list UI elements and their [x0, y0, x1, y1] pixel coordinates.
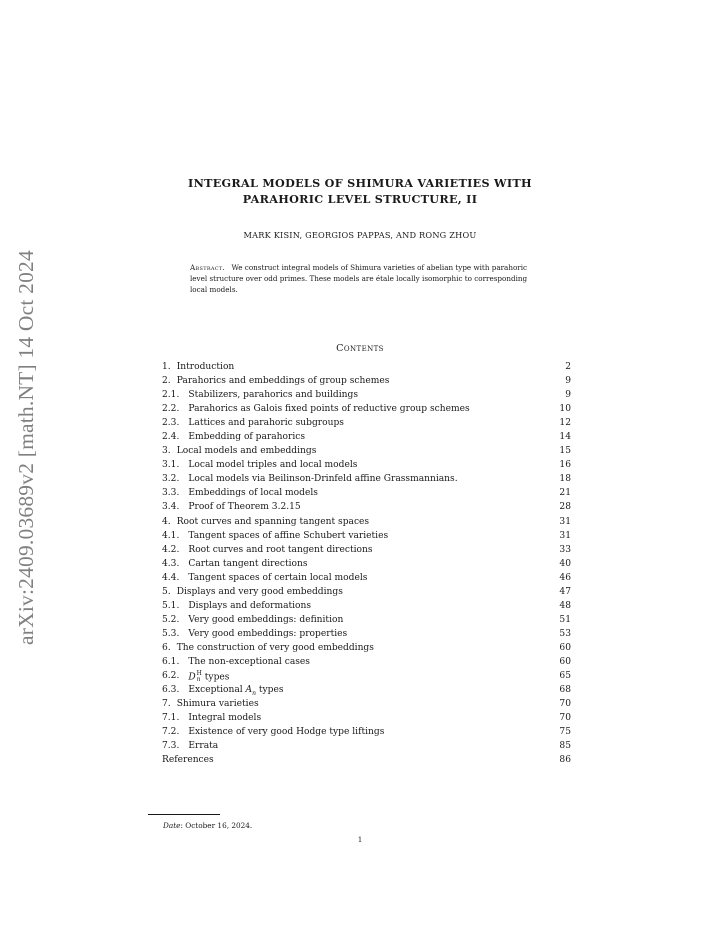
toc-entry[interactable] [162, 362, 571, 376]
toc-entry-number: 5.2. [162, 614, 180, 625]
toc-entry[interactable] [162, 488, 571, 502]
abstract-label: Abstract. [190, 263, 226, 272]
toc-entry-page: 51 [559, 614, 571, 625]
toc-entry-number: 7.3. [162, 741, 180, 752]
toc-entry-left [162, 545, 373, 555]
title-line-1: INTEGRAL MODELS OF SHIMURA VARIETIES WITH [188, 176, 532, 190]
toc-entry-number: 3.1. [162, 460, 180, 471]
toc-entry-page: 12 [559, 418, 571, 429]
toc-entry-page: 21 [559, 488, 571, 499]
footnote-text: : October 16, 2024. [180, 821, 253, 830]
toc-entry-title: Local model triples and local models [188, 460, 358, 471]
toc-entry-title: Integral models [188, 713, 262, 724]
toc-entry-number: 7.1. [162, 713, 180, 724]
paper-title [150, 175, 570, 207]
toc-entry-left [162, 531, 388, 541]
toc-entry-number: 3.3. [162, 488, 180, 499]
toc-entry-title: Parahorics as Galois fixed points of reductive group schemes [188, 404, 470, 415]
toc-entry[interactable] [162, 657, 571, 671]
toc-entry-title: Displays and very good embeddings [176, 586, 343, 597]
footnote-label: Date [163, 821, 181, 830]
toc-entry-number: 1. [162, 362, 171, 372]
abstract-text: We construct integral models of Shimura varieties of abelian type with parahoric level structure over odd primes. These models are étale locally isomorphic to corresponding local models. [190, 263, 528, 294]
toc-entry-left [162, 460, 357, 470]
toc-entry-title: Existence of very good Hodge type liftings [188, 727, 385, 738]
toc-entry-left [162, 418, 344, 428]
toc-entry-number: 4.4. [162, 572, 180, 583]
toc-entry-left [162, 755, 214, 765]
toc-entry-page: 40 [559, 558, 571, 569]
toc-entry-page: 47 [559, 586, 571, 597]
toc-entry-title: The construction of very good embeddings [176, 642, 374, 653]
toc-entry-page: 14 [559, 432, 571, 443]
toc-entry-number: 3.4. [162, 502, 180, 513]
toc-entry[interactable] [162, 671, 571, 685]
toc-entry-left [162, 488, 318, 498]
toc-entry[interactable] [162, 643, 571, 657]
toc-entry-title: Parahorics and embeddings of group schemes [176, 376, 390, 387]
toc-entry-number: 7.2. [162, 727, 180, 738]
toc-entry[interactable] [162, 432, 571, 446]
toc-entry-number: 5.3. [162, 628, 180, 639]
toc-entry-number: 2.4. [162, 432, 180, 443]
toc-entry[interactable] [162, 573, 571, 587]
toc-entry[interactable] [162, 601, 571, 615]
toc-entry-title: Proof of Theorem 3.2.15 [188, 502, 301, 513]
toc-entry-page: 28 [559, 502, 571, 513]
toc-entry-page: 60 [559, 656, 571, 667]
toc-entry-left [162, 446, 316, 456]
toc-entry[interactable] [162, 727, 571, 741]
toc-entry-left [162, 601, 311, 611]
toc-entry-number: 4.2. [162, 544, 180, 555]
arxiv-stamp: arXiv:2409.03689v2 [math.NT] 14 Oct 2024 [14, 250, 38, 645]
toc-entry-title: Introduction [176, 362, 235, 372]
toc-entry[interactable] [162, 685, 571, 699]
date-footnote [163, 821, 252, 830]
toc-entry-number: 6.2. [162, 671, 180, 682]
toc-entry-number: 4. [162, 516, 171, 527]
toc-entry-left [162, 559, 308, 569]
toc-entry[interactable] [162, 755, 571, 769]
toc-entry-title: Lattices and parahoric subgroups [188, 418, 344, 429]
toc-entry-left [162, 629, 347, 639]
toc-entry[interactable] [162, 460, 571, 474]
toc-entry-title: Tangent spaces of affine Schubert varieties [188, 530, 389, 541]
toc-entry-page: 86 [559, 755, 571, 766]
toc-entry-number: 2. [162, 376, 171, 387]
authors: MARK KISIN, GEORGIOS PAPPAS, AND RONG ZHOU [243, 230, 477, 240]
toc-entry-page: 33 [559, 544, 571, 555]
toc-entry[interactable] [162, 390, 571, 404]
toc-entry-left [162, 474, 458, 484]
toc-entry-left [162, 741, 218, 751]
toc-entry-title: Local models via Beilinson-Drinfeld affine Grassmannians. [188, 474, 458, 485]
toc-entry-left [162, 643, 374, 653]
toc-entry[interactable] [162, 376, 571, 390]
table-of-contents [162, 362, 571, 769]
toc-entry-page: 46 [559, 572, 571, 583]
toc-entry[interactable] [162, 713, 571, 727]
toc-entry-number: 3. [162, 446, 171, 457]
toc-entry-number: 4.1. [162, 530, 180, 541]
toc-entry-number: 6.3. [162, 685, 180, 696]
toc-entry-page: 75 [559, 727, 571, 738]
toc-entry-number: 2.2. [162, 404, 180, 415]
toc-entry-page: 70 [559, 713, 571, 724]
toc-entry-page: 68 [559, 685, 571, 696]
toc-entry-title: Shimura varieties [176, 699, 259, 710]
toc-entry-left [162, 432, 305, 442]
toc-entry-left [162, 657, 310, 667]
toc-entry-left [162, 685, 284, 697]
toc-entry[interactable] [162, 545, 571, 559]
toc-entry-title: The non-exceptional cases [188, 656, 310, 667]
toc-entry-page: 48 [559, 600, 571, 611]
toc-entry[interactable] [162, 404, 571, 418]
toc-entry[interactable] [162, 418, 571, 432]
toc-entry-title: Displays and deformations [188, 600, 312, 611]
toc-entry-left [162, 671, 229, 683]
toc-entry-left [162, 404, 470, 414]
toc-entry-title: Very good embeddings: properties [188, 628, 348, 639]
toc-entry-left [162, 587, 343, 597]
toc-entry-title: Embedding of parahorics [188, 432, 306, 443]
toc-entry-number: 6.1. [162, 656, 180, 667]
toc-entry-number: 4.3. [162, 558, 180, 569]
toc-entry-left [162, 502, 301, 512]
toc-entry-title: Local models and embeddings [176, 446, 317, 457]
toc-entry-page: 18 [559, 474, 571, 485]
toc-entry-title: Very good embeddings: definition [188, 614, 344, 625]
toc-entry-title: Embeddings of local models [188, 488, 318, 499]
toc-entry[interactable] [162, 446, 571, 460]
toc-entry-title: References [162, 755, 214, 766]
toc-entry-number: 5.1. [162, 600, 180, 611]
contents-heading: Contents [336, 343, 384, 354]
toc-entry-page: 9 [565, 376, 571, 387]
toc-entry-page: 10 [559, 404, 571, 415]
toc-entry-number: 5. [162, 586, 171, 597]
toc-entry-title: Tangent spaces of certain local models [188, 572, 368, 583]
toc-entry-left [162, 699, 259, 709]
toc-entry-page: 53 [559, 628, 571, 639]
toc-entry-page: 85 [559, 741, 571, 752]
toc-entry-left [162, 573, 367, 583]
toc-entry-left [162, 615, 343, 625]
toc-entry[interactable] [162, 741, 571, 755]
toc-entry-page: 9 [565, 390, 571, 401]
toc-entry-page: 2 [565, 362, 571, 372]
toc-entry-title: Errata [188, 741, 219, 752]
toc-entry-page: 16 [559, 460, 571, 471]
footnote-rule [148, 814, 220, 815]
abstract [190, 262, 535, 295]
toc-entry[interactable] [162, 615, 571, 629]
toc-entry-title: Stabilizers, parahorics and buildings [188, 390, 358, 401]
toc-entry[interactable] [162, 587, 571, 601]
toc-entry-title: Root curves and root tangent directions [188, 544, 373, 555]
title-line-2: PARAHORIC LEVEL STRUCTURE, II [242, 192, 478, 206]
toc-entry[interactable] [162, 502, 571, 516]
toc-entry-page: 31 [559, 530, 571, 541]
toc-entry[interactable] [162, 699, 571, 713]
toc-entry-number: 6. [162, 642, 171, 653]
toc-entry-left [162, 362, 234, 372]
toc-entry-number: 2.3. [162, 418, 180, 429]
toc-entry[interactable] [162, 559, 571, 573]
toc-entry-page: 65 [559, 671, 571, 682]
toc-entry-page: 60 [559, 642, 571, 653]
toc-entry-title: D H n types [188, 670, 230, 684]
toc-entry-left [162, 517, 369, 527]
toc-entry-title: Exceptional $A_n$ types [188, 685, 284, 697]
toc-entry[interactable] [162, 531, 571, 545]
toc-entry-page: 70 [559, 699, 571, 710]
toc-entry-page: 15 [559, 446, 571, 457]
toc-entry-title: Cartan tangent directions [188, 558, 308, 569]
toc-entry-left [162, 390, 358, 400]
toc-entry-left [162, 376, 389, 386]
page-number: 1 [357, 835, 363, 844]
toc-entry-left [162, 727, 384, 737]
toc-entry-number: 7. [162, 699, 171, 710]
toc-entry-left [162, 713, 261, 723]
toc-entry[interactable] [162, 629, 571, 643]
toc-entry-page: 31 [559, 516, 571, 527]
toc-entry-title: Root curves and spanning tangent spaces [176, 516, 370, 527]
toc-entry[interactable] [162, 474, 571, 488]
toc-entry-number: 3.2. [162, 474, 180, 485]
toc-entry[interactable] [162, 517, 571, 531]
toc-entry-number: 2.1. [162, 390, 180, 401]
